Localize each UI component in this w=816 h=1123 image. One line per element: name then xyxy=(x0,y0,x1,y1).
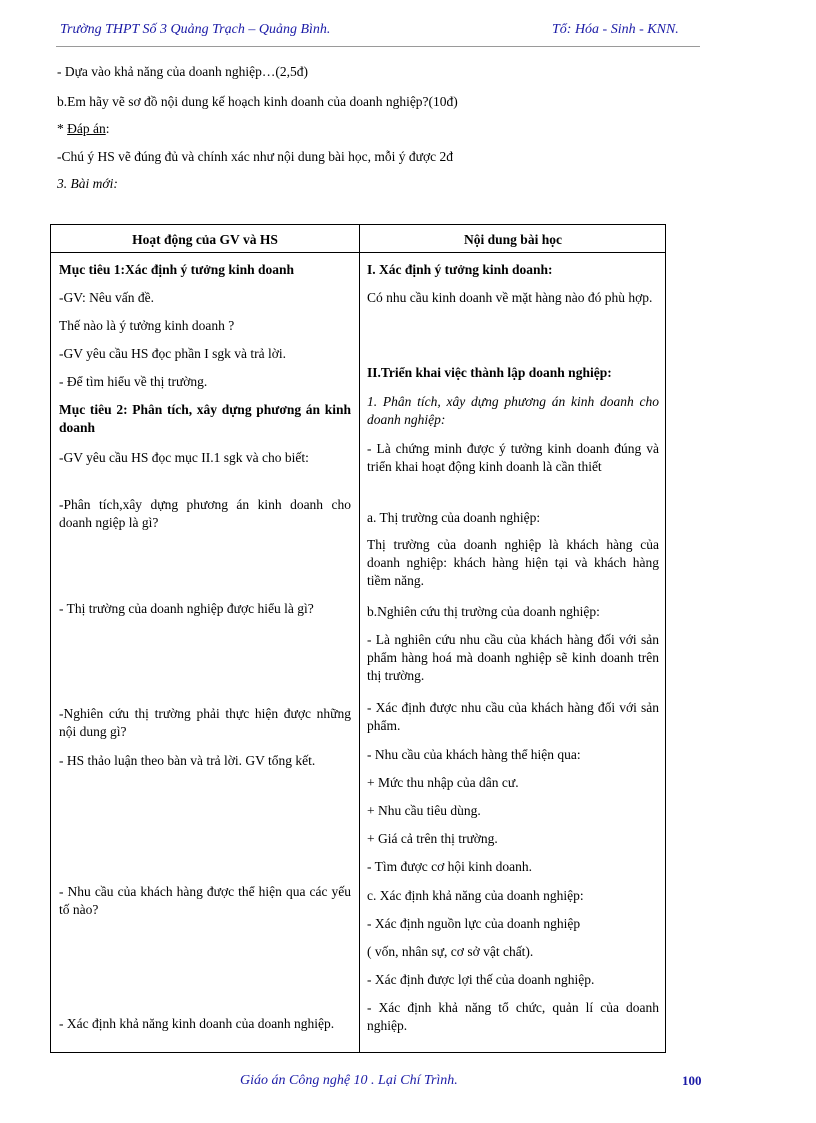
left-item: -GV yêu cầu HS đọc phần I sgk và trả lời. xyxy=(59,346,286,361)
right-section-2: II.Triển khai việc thành lập doanh nghiệp: xyxy=(367,365,612,380)
left-objective-2: Mục tiêu 2: Phân tích, xây dựng phương án kinh doanh xyxy=(59,402,351,435)
right-item: - Nhu cầu của khách hàng thể hiện qua: xyxy=(367,747,581,762)
left-item: -GV yêu cầu HS đọc mục II.1 sgk và cho biết: xyxy=(59,450,309,465)
left-item: - HS thảo luận theo bàn và trả lời. GV tổng kết. xyxy=(59,753,316,768)
header-content: Nội dung bài học xyxy=(464,232,562,247)
right-item: a. Thị trường của doanh nghiệp: xyxy=(367,510,541,525)
left-item: - Xác định khả năng kinh doanh của doanh nghiệp. xyxy=(59,1016,335,1031)
answer-heading xyxy=(57,121,677,137)
header-divider xyxy=(56,46,700,47)
right-section-1: I. Xác định ý tưởng kinh doanh: xyxy=(367,262,553,277)
intro-line-1: - Dựa vào khả năng của doanh nghiệp…(2,5đ) xyxy=(57,64,308,79)
right-item: b.Nghiên cứu thị trường của doanh nghiệp: xyxy=(367,604,600,619)
left-objective-1: Mục tiêu 1:Xác định ý tưởng kinh doanh xyxy=(59,262,295,277)
right-item: + Giá cả trên thị trường. xyxy=(367,831,498,846)
right-item: c. Xác định khả năng của doanh nghiệp: xyxy=(367,888,584,903)
right-item: - Xác định khả năng tổ chức, quản lí của doanh nghiệp. xyxy=(367,1000,659,1033)
header-row-divider xyxy=(51,252,665,253)
intro-line-2: b.Em hãy vẽ sơ đồ nội dung kế hoạch kinh doanh của doanh nghiệp?(10đ) xyxy=(57,94,458,109)
footer-text: Giáo án Công nghệ 10 . Lại Chí Trình. xyxy=(240,1073,458,1088)
right-item: - Xác định được lợi thế của doanh nghiệp. xyxy=(367,972,595,987)
right-item: - Là nghiên cứu nhu cầu của khách hàng đối với sản phẩm hàng hoá mà doanh nghiệp sẽ kinh doanh trên thị trường. xyxy=(367,632,659,683)
header-school: Trường THPT Số 3 Quảng Trạch – Quảng Bình. xyxy=(60,22,331,37)
intro-line-4: -Chú ý HS vẽ đúng đủ và chính xác như nội dung bài học, mỗi ý được 2đ xyxy=(57,149,453,164)
right-item: + Mức thu nhập của dân cư. xyxy=(367,775,519,790)
right-subsection: 1. Phân tích, xây dựng phương án kinh doanh cho doanh nghiệp: xyxy=(367,394,659,427)
new-lesson-heading: 3. Bài mới: xyxy=(57,176,118,191)
answer-star: * xyxy=(57,121,68,136)
left-item: - Để tìm hiểu về thị trường. xyxy=(59,374,208,389)
header-activities: Hoạt động của GV và HS xyxy=(132,232,278,247)
answer-colon: : xyxy=(105,121,110,136)
header-department: Tổ: Hóa - Sinh - KNN. xyxy=(552,22,679,37)
left-item: - Nhu cầu của khách hàng được thể hiện qua các yếu tố nào? xyxy=(59,884,351,917)
right-item: Có nhu cầu kinh doanh về mặt hàng nào đó phù hợp. xyxy=(367,290,653,305)
page-number: 100 xyxy=(682,1073,702,1088)
right-item: Thị trường của doanh nghiệp là khách hàng của doanh nghiệp: khách hàng hiện tại và khách hàng tiềm năng. xyxy=(367,537,659,588)
left-item: -Nghiên cứu thị trường phải thực hiện được những nội dung gì? xyxy=(59,706,351,739)
right-item: - Là chứng minh được ý tưởng kinh doanh đúng và triển khai hoạt động kinh doanh là cần thiết xyxy=(367,441,659,474)
right-item: + Nhu cầu tiêu dùng. xyxy=(367,803,481,818)
right-item: ( vốn, nhân sự, cơ sở vật chất). xyxy=(367,944,534,959)
left-item: -Phân tích,xây dựng phương án kinh doanh cho doanh ngiệp là gì? xyxy=(59,497,351,530)
left-item: -GV: Nêu vấn đề. xyxy=(59,290,154,305)
left-item: - Thị trường của doanh nghiệp được hiểu là gì? xyxy=(59,601,314,616)
column-divider xyxy=(359,225,360,1052)
left-item: Thế nào là ý tưởng kinh doanh ? xyxy=(59,318,235,333)
right-item: - Tìm được cơ hội kinh doanh. xyxy=(367,859,532,874)
lesson-table xyxy=(50,224,666,1053)
right-item: - Xác định nguồn lực của doanh nghiệp xyxy=(367,916,581,931)
right-item: - Xác định được nhu cầu của khách hàng đối với sản phẩm. xyxy=(367,700,659,733)
answer-label: Đáp án xyxy=(67,121,106,136)
